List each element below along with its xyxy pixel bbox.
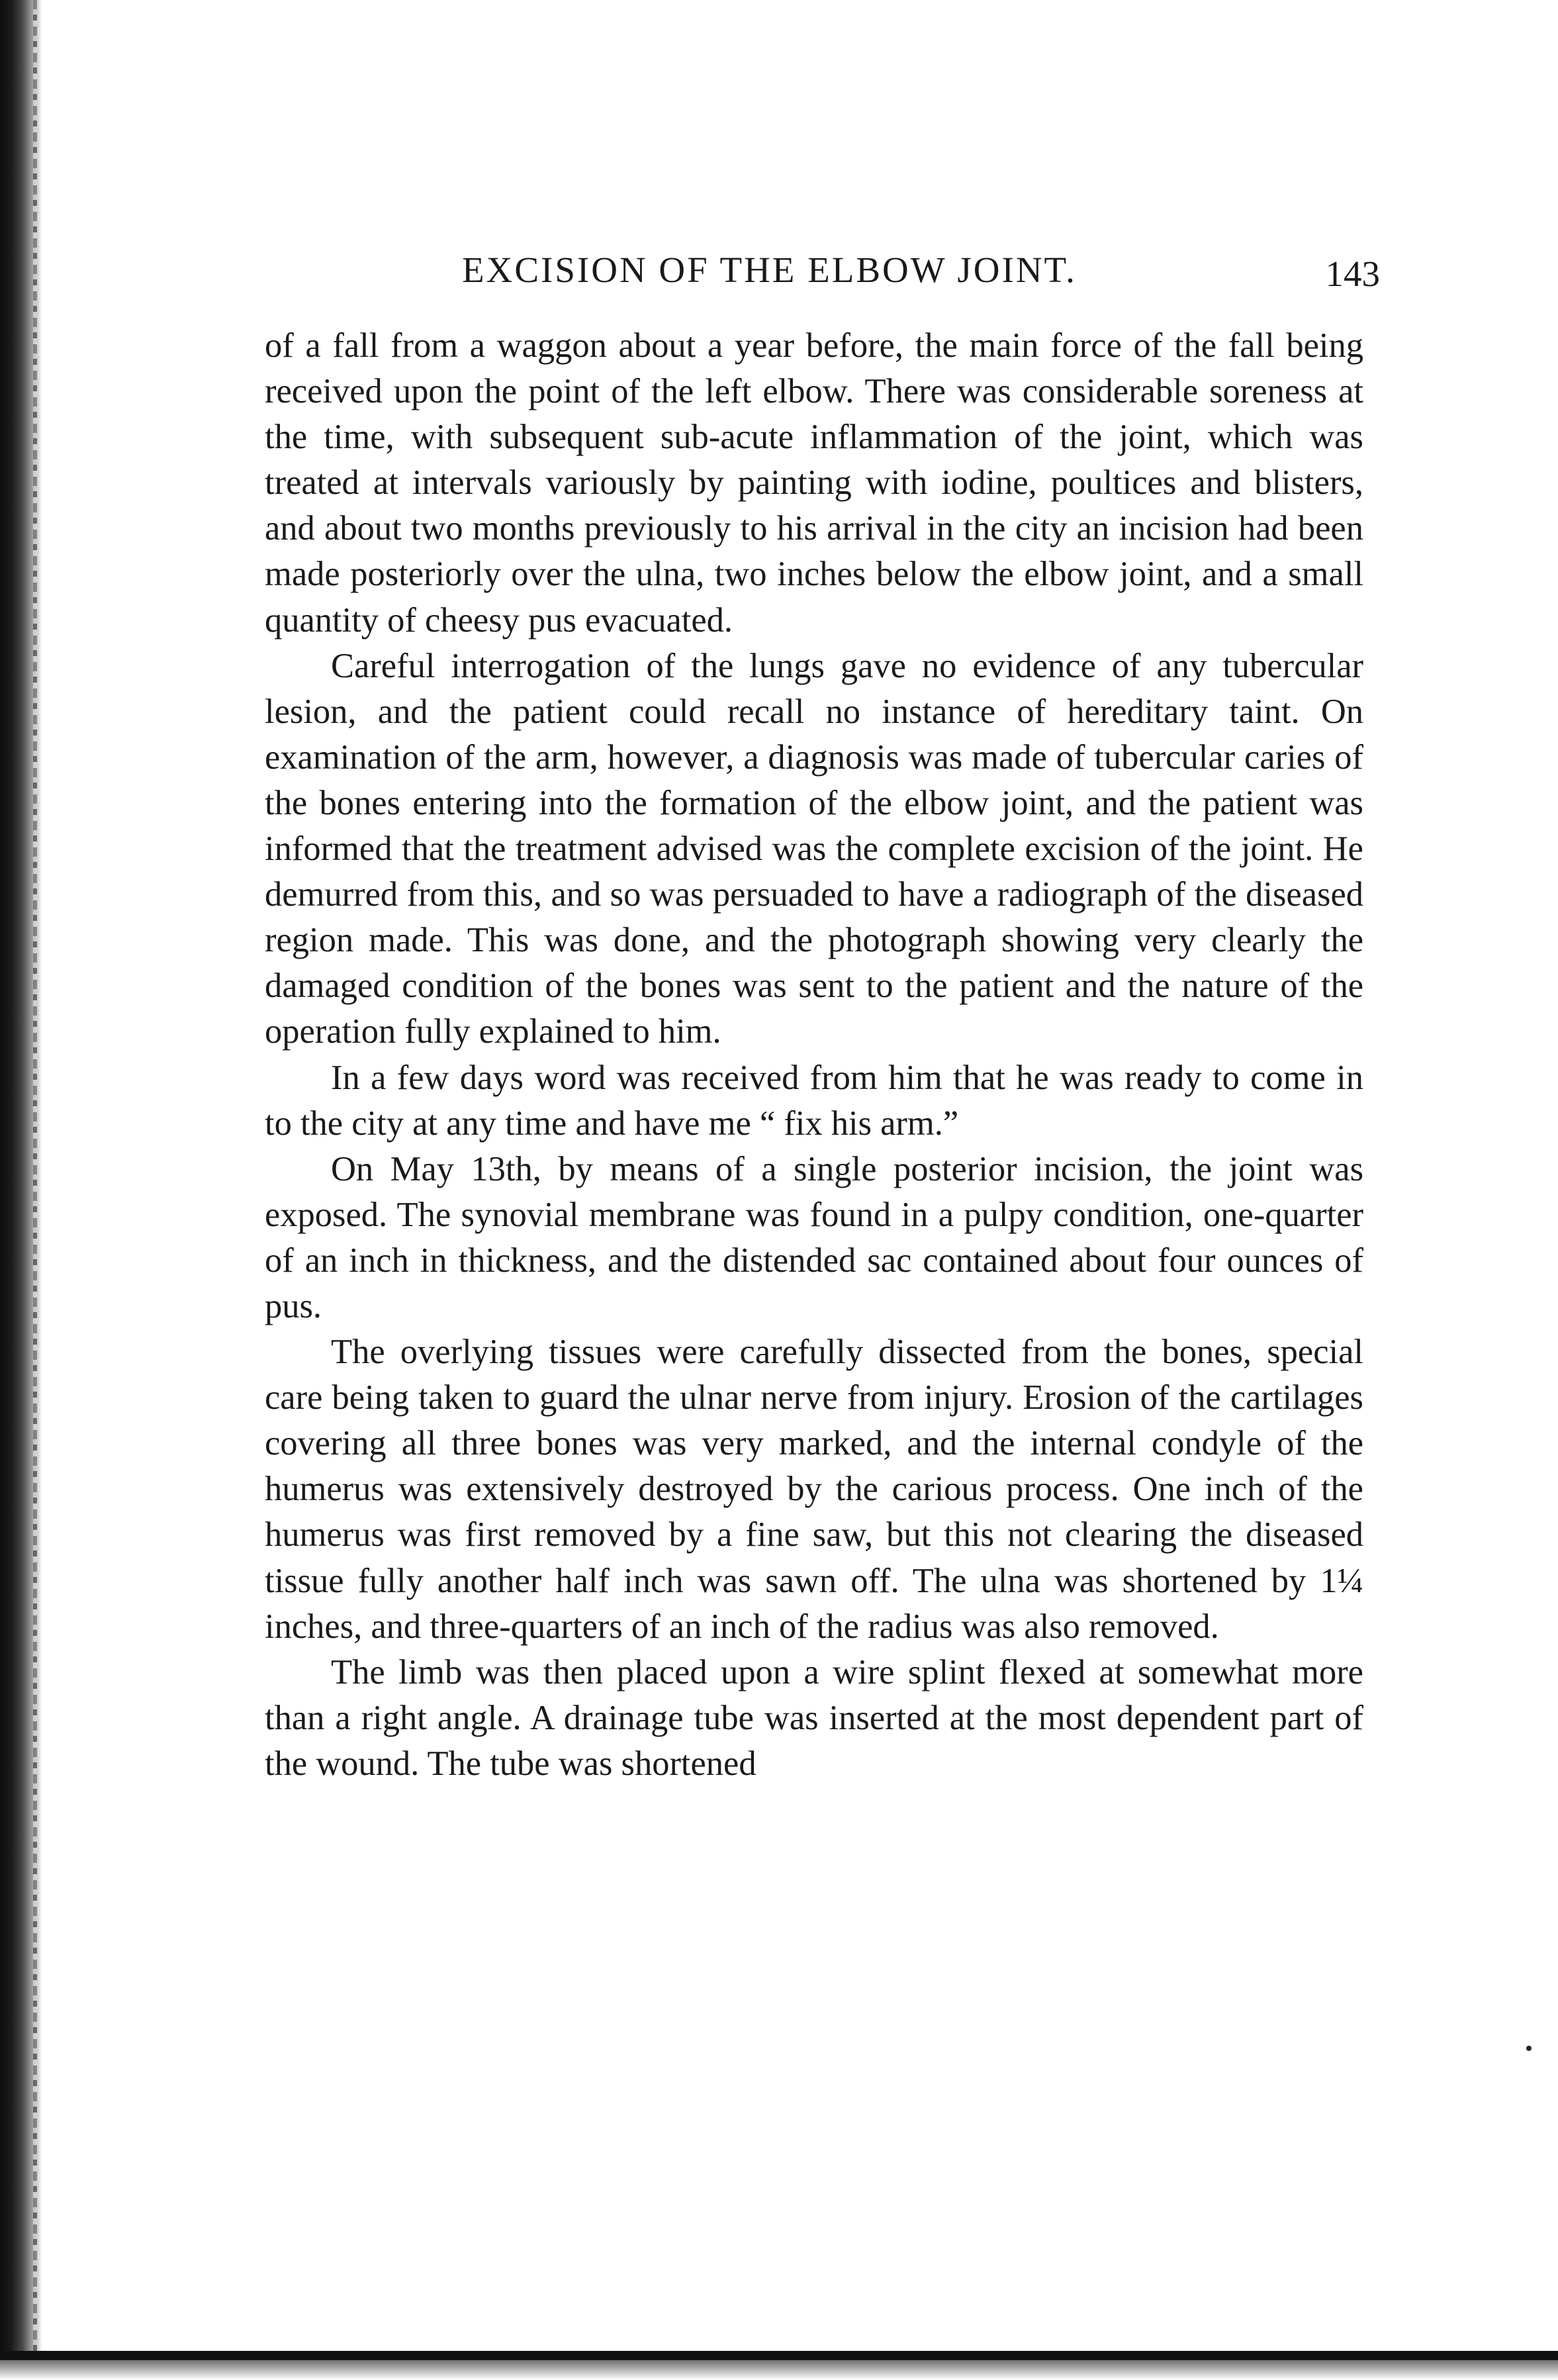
running-head — [265, 246, 1380, 299]
paragraph-continued: of a fall from a waggon about a year before, the main force of the fall being received upon the point of the left elbow. There was considerable soreness at the time, with subsequent sub-acute inflammation of the joint, which was treated at intervals variously by painting with iodine, poultices and blisters, and about two months previously to his arrival in the city an incision had been made posteriorly over the ulna, two inches below the elbow joint, and a small quantity of cheesy pus evacuated. — [265, 326, 1363, 640]
bottom-edge-rule — [0, 2351, 1558, 2360]
body-text — [265, 323, 1363, 1787]
paragraph: Careful interrogation of the lungs gave no evidence of any tubercular lesion, and the patient could recall no instance of hereditary taint. On examination of the arm, however, a diagnosis was made of tubercular caries of the bones entering into the formation of the elbow joint, and the patient was informed that the treatment advised was the complete excision of the joint. He demurred from this, and so was persuaded to have a radiograph of the diseased region made. This was done, and the photograph showing very clearly the damaged condition of the bones was sent to the patient and the nature of the operation fully explained to him. — [265, 646, 1363, 1051]
binding-edge — [0, 0, 42, 2380]
paragraph: On May 13th, by means of a single posterior incision, the joint was exposed. The synovial membrane was found in a pulpy condition, one-quarter of an inch in thickness, and the distended sac contained about four ounces of pus. — [265, 1149, 1363, 1325]
paragraph: The overlying tissues were carefully dissected from the bones, special care being taken to guard the ulnar nerve from injury. Erosion of the cartilages covering all three bones was very marked, and the internal condyle of the humerus was extensively destroyed by the carious process. One inch of the humerus was first removed by a fine saw, but this not clearing the diseased tissue fully another half inch was sawn off. The ulna was shortened by 1¼ inches, and three-quarters of an inch of the radius was also removed. — [265, 1333, 1363, 1646]
page-number: 143 — [1325, 254, 1380, 294]
bottom-edge-shadow — [0, 2360, 1558, 2380]
running-title: EXCISION OF THE ELBOW JOINT. — [462, 250, 1077, 290]
scan-speck — [1526, 2046, 1532, 2051]
paragraph: In a few days word was received from him that he was ready to come in to the city at any time and have me “ fix his arm.” — [265, 1058, 1363, 1143]
paragraph: The limb was then placed upon a wire splint flexed at somewhat more than a right angle. A drainage tube was inserted at the most dependent part of the wound. The tube was shortened — [265, 1652, 1363, 1783]
